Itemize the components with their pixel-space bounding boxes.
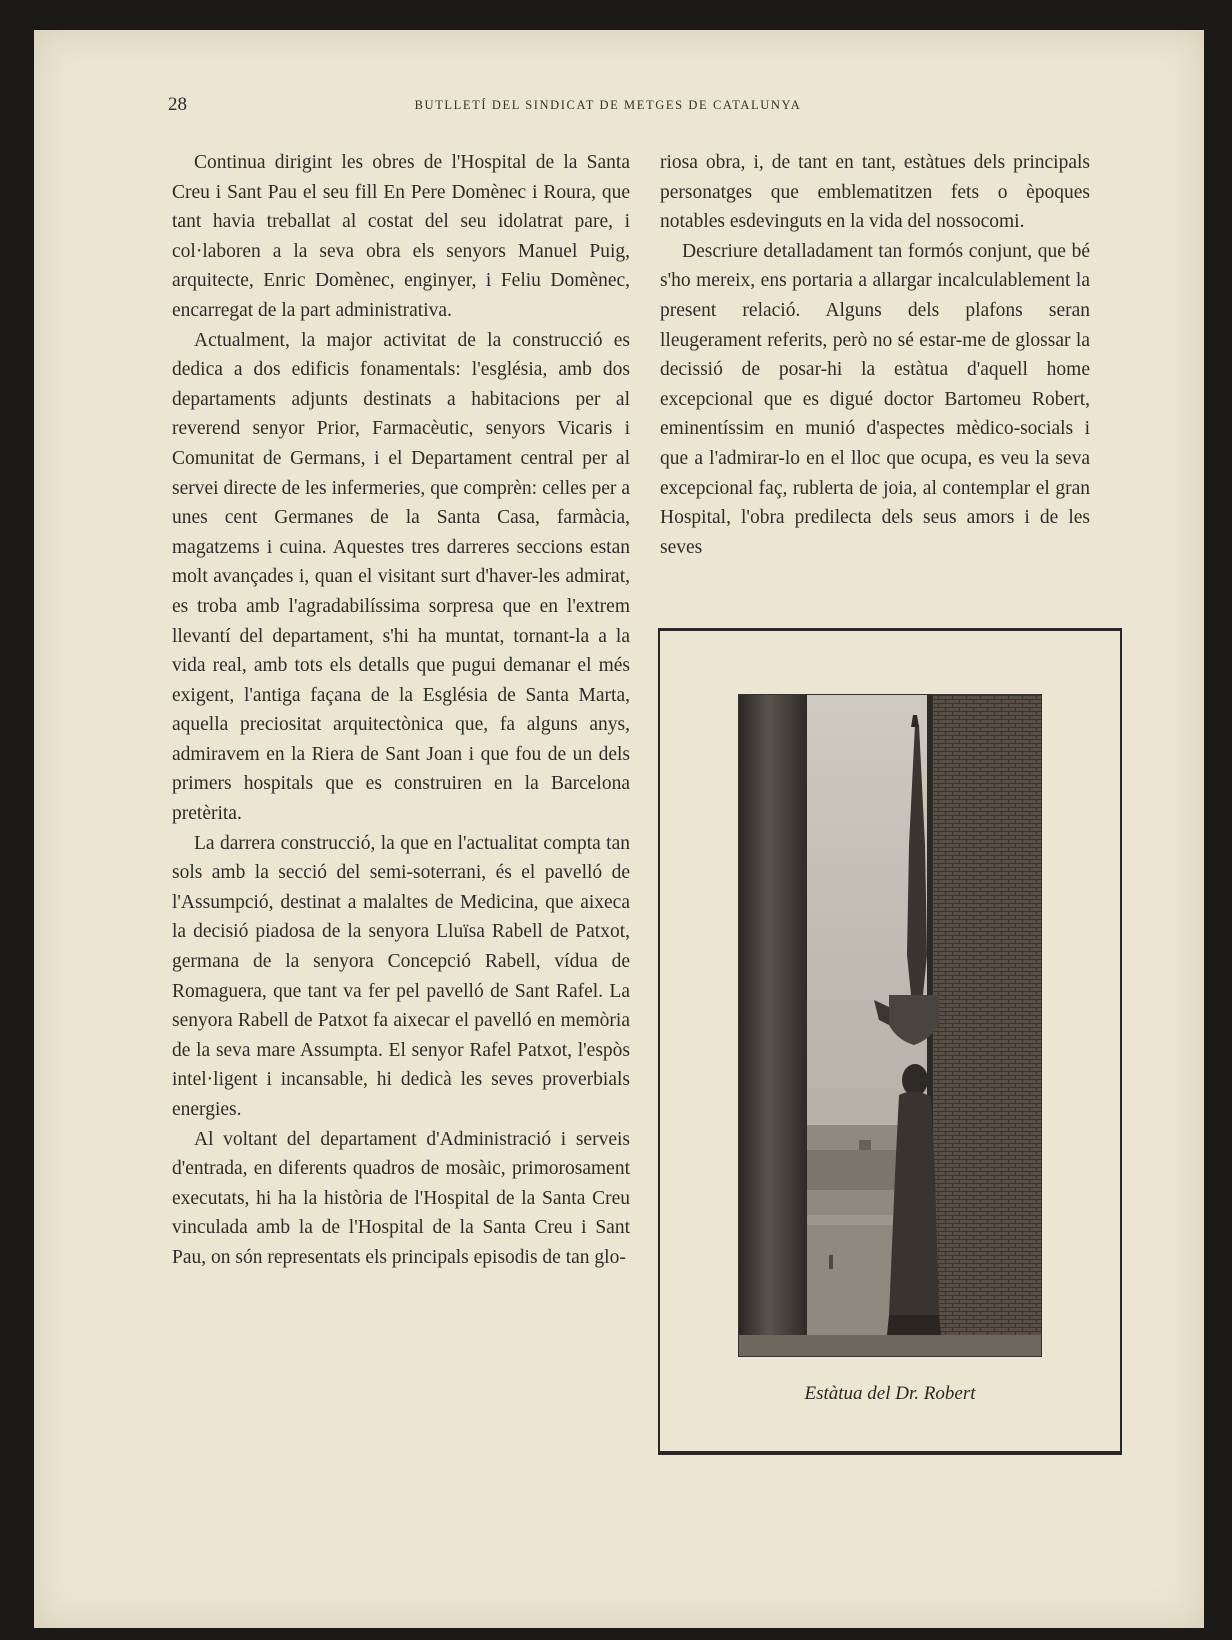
figure-caption: Estàtua del Dr. Robert (804, 1383, 976, 1404)
paragraph: Al voltant del departament d'Administració i serveis d'entrada, en diferents quadros de mosàic, primorosament executats, hi ha la història de l'Hospital de la Santa Creu vinculada amb la de l'Hospital de la Santa Creu i Sant Pau, on són representats els principals episodis de tan glo- (172, 1128, 630, 1268)
left-column (172, 148, 630, 1273)
statue-photo (738, 694, 1042, 1357)
paragraph: La darrera construcció, la que en l'actualitat compta tan sols amb la secció del semi-soterrani, és el pavelló de l'Assumpció, destinat a malaltes de Medicina, que aixeca la decisió piadosa de la senyora Lluïsa Rabell de Patxot, germana de la senyora Concepció Rabell, vídua de Romaguera, que tant va fer pel pavelló de Sant Rafel. La senyora Rabell de Patxot fa aixecar el pavelló en memòria de la seva mare Assumpta. El senyor Rafel Patxot, l'espòs intel·ligent i incansable, hi dedicà les seves proverbials energies. (172, 832, 630, 1120)
paragraph: Actualment, la major activitat de la construcció es dedica a dos edificis fonamentals: l'església, amb dos departaments adjunts destinats a habitacions per al reverend senyor Prior, Farmacèutic, senyors Vicaris i Comunitat de Germans, i el Departament central per al servei directe de les infermeries, que comprèn: celles per a unes cent Germanes de la Santa Casa, farmàcia, magatzems i cuina. Aquestes tres darreres seccions estan molt avançades i, quan el visitant surt d'haver-les admirat, es troba amb l'agradabilíssima sorpresa que en l'extrem llevantí del departament, s'hi ha muntat, tornant-la a la vida real, amb tots els detalls que pugui demanar el més exigent, l'antiga façana de la Església de Santa Marta, aquella preciositat arquitectònica que, fa alguns anys, admiravem en la Riera de Sant Joan i que fou de un dels primers hospitals que es construiren en la Barcelona pretèrita. (172, 329, 630, 825)
page-header (168, 94, 1048, 118)
paragraph: Descriure detalladament tan formós conjunt, que bé s'ho mereix, ens portaria a allargar incalculablement la present relació. Alguns dels plafons seran lleugerament referits, però no sé estar-me de glossar la decissió de posar-hi la estàtua d'aquell home excepcional que es digué doctor Bartomeu Robert, eminentíssim en munió d'aspectes mèdico-socials i que a l'admirar-lo en el lloc que ocupa, es veu la seva excepcional faç, rublerta de joia, al contemplar el gran Hospital, l'obra predilecta dels seus amors i de les seves (660, 240, 1090, 558)
page-number: 28 (168, 94, 187, 115)
figure-frame (658, 628, 1122, 1455)
paragraph: Continua dirigint les obres de l'Hospital de la Santa Creu i Sant Pau el seu fill En Pere Domènec i Roura, que tant havia treballat al costat del seu idolatrat pare, i col·laboren a la seva obra els senyors Manuel Puig, arquitecte, Enric Domènec, enginyer, i Feliu Domènec, encarregat de la part administrativa. (172, 152, 630, 321)
running-title: BUTLLETÍ DEL SINDICAT DE METGES DE CATALUNYA (414, 98, 802, 112)
right-column (660, 148, 1090, 562)
statue-photo-illustration (739, 695, 1041, 1356)
paragraph: riosa obra, i, de tant en tant, estàtues dels principals personatges que emblematitzen fets o èpoques notables esdevinguts en la vida del nossocomi. (660, 152, 1090, 233)
